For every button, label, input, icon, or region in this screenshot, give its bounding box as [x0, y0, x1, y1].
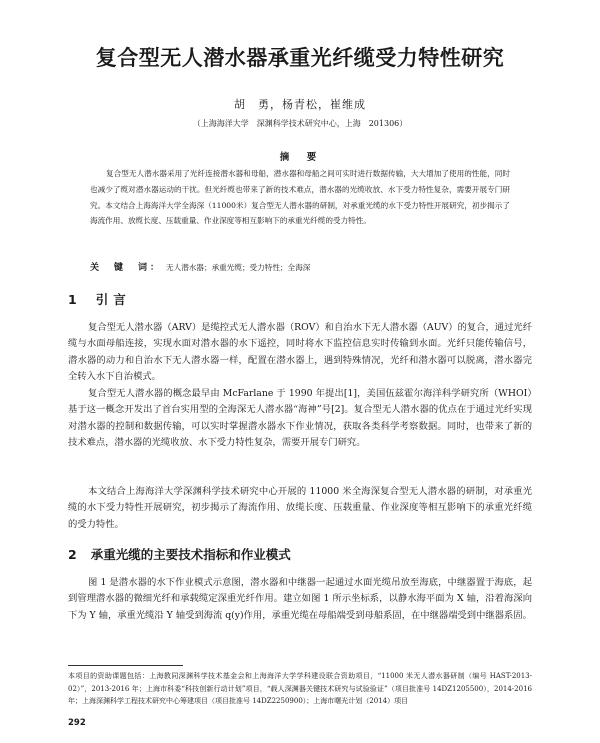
affiliation: （上海海洋大学 深渊科学技术研究中心，上海 201306） — [192, 119, 408, 128]
body-paragraph: 本文结合上海海洋大学深渊科学技术研究中心开展的 11000 米全海深复合型无人潜水器的研制，对承重光缆的水下受力特性开展研究，初步揭示了海流作用、放缆长度、压载重量、作业深度等相互影响下的承重光纤缆的受力特性。 — [68, 486, 532, 530]
section-heading-tech-specs — [68, 545, 291, 563]
section-heading-introduction — [68, 290, 131, 308]
section-title: 引言 — [95, 292, 131, 307]
body-paragraph: 图 1 是潜水器的水下作业模式示意图，潜水器和中继器一起通过水面光缆吊放至海底，中继器置于海底，起到管理潜水器的微细光纤和承载缆定深重光纤作用。建立如图 1 所示坐标系，以静水海平面为 X 轴，沿着海深向下为 Y 轴，承重光缆沿 Y 轴受到海流 q(y)作用，承重光缆在母船端受到母船系固，在中继器端受到中继器系固。 — [68, 577, 532, 621]
footnote-divider — [68, 665, 183, 666]
funding-footnote: 本项目的资助课题包括：上海教同深渊科学技术基金会和上海海洋大学学科建设联合资助项目，“11000 米无人潜水器研制（编号 HAST-2013-02）”，2013-2016 年；上海市科委“科技创新行动计划”项目，“载人深渊器关键技术研究与试验验证”（项目批准号 14DZ1205500），2014-2016 年；上海深渊科学工程技术研究中心筹建项目（项目批准号 14DZ2250900）；上海市曙光计划（2014）项目 — [68, 672, 532, 705]
paper-title: 复合型无人潜水器承重光纤缆受力特性研究 — [95, 46, 505, 70]
body-paragraph: 复合型无人潜水器（ARV）是缆控式无人潜水器（ROV）和自治水下无人潜水器（AUV）的复合，通过光纤缆与水面母船连接，实现水面对潜水器的水下遥控，同时将水下监控信息实时传输到水面。光纤只能传输信号，潜水器的动力和自治水下无人潜水器一样，配置在潜水器上，遇到特殊情况，光纤和潜水器可以脱离，潜水器完全转入水下自治模式。 — [68, 322, 532, 382]
keywords-line — [90, 262, 510, 274]
section-number: 1 — [68, 292, 82, 307]
section-title: 承重光缆的主要技术指标和作业模式 — [90, 547, 291, 562]
body-paragraph: 复合型无人潜水器的概念最早由 McFarlane 于 1990 年提出[1]，美国伍兹霍尔海洋科学研究所（WHOI）基于这一概念开发出了首台实用型的全海深无人潜水器“海神”号[2]。复合型无人潜水器的优点在于通过光纤实现对潜水器的控制和数据传输，可以实时掌握潜水器水下作业情况，获取各类科学考察数据。同时，也带来了新的技术难点，潜水器的光缆收放、水下受力特性复杂，需要开展专门研究。 — [68, 388, 532, 448]
page-number: 292 — [68, 718, 86, 728]
keywords-label: 关 键 词： — [90, 263, 163, 273]
abstract-text: 复合型无人潜水器采用了光纤连接潜水器和母船，潜水器和母船之间可实时进行数据传输，大大增加了使用的性能，同时也减少了缆对潜水器运动的干扰。但光纤缆也带来了新的技术难点，潜水器的光缆收放、水下受力特性复杂，需要开展专门研究。本文结合上海海洋大学全海深（11000米）复合型无人潜水器的研制，对承重光缆的水下受力特性开展研究，初步揭示了海流作用、放缆长度、压载重量、作业深度等相互影响下的承重光纤缆的受力特性。 — [90, 169, 510, 226]
author-list: 胡 勇，杨青松，崔维成 — [234, 98, 366, 111]
abstract-heading: 摘 要 — [279, 152, 321, 163]
keywords-text: 无人潜水器；承重光缆；受力特性；全海深 — [166, 263, 311, 272]
section-number: 2 — [68, 547, 77, 562]
